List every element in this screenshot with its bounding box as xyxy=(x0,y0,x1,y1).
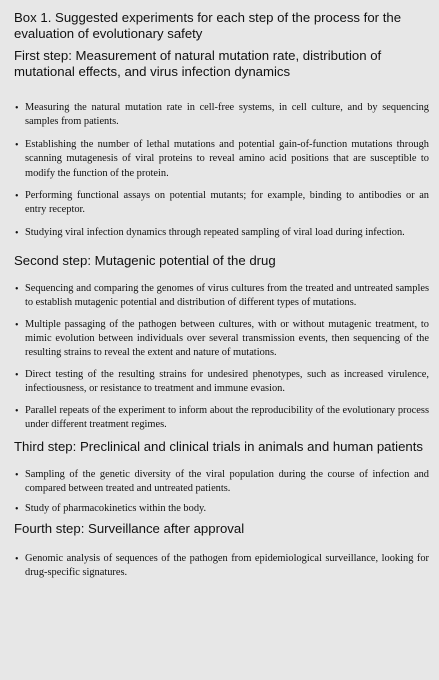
list-item: • Performing functional assays on potential mutants; for example, binding to antibodies or an entry receptor. xyxy=(14,189,431,218)
step-1-section xyxy=(14,48,431,240)
list-item: • Direct testing of the resulting strains for undesired phenotypes, such as increased virulence, infectiousness, or resistance to treatment and immune evasion. xyxy=(14,368,431,397)
list-item: • Sequencing and comparing the genomes of virus cultures from the treated and untreated samples to establish mutagenic potential and distribution of different types of mutations. xyxy=(14,282,431,311)
list-item: • Sampling of the genetic diversity of the viral population during the course of infection and compared between treated and untreated patients. xyxy=(14,468,431,497)
step-2-section xyxy=(14,253,431,432)
step-1-list xyxy=(14,101,431,240)
step-3-title: Third step: Preclinical and clinical trials in animals and human patients xyxy=(14,439,424,455)
step-2-list xyxy=(14,282,431,433)
step-3-list xyxy=(14,468,431,516)
list-item: • Parallel repeats of the experiment to inform about the reproducibility of the evolutionary process under different treatment regimes. xyxy=(14,404,431,433)
step-4-title: Fourth step: Surveillance after approval xyxy=(14,521,245,537)
list-item: • Measuring the natural mutation rate in cell-free systems, in cell culture, and by sequencing samples from patients. xyxy=(14,101,431,130)
step-3-section xyxy=(14,439,431,516)
step-4-list xyxy=(14,552,431,581)
step-1-title: First step: Measurement of natural mutation rate, distribution of mutational effects, and virus infection dynamics xyxy=(14,48,382,79)
step-4-section xyxy=(14,521,431,580)
box-title: Box 1. Suggested experiments for each step of the process for the evaluation of evolutionary safety xyxy=(14,10,402,41)
list-item: • Studying viral infection dynamics through repeated sampling of viral load during infection. xyxy=(14,226,431,240)
list-item: • Multiple passaging of the pathogen between cultures, with or without mutagenic treatment, to mimic evolution between individuals over several transmission events, then sequencing of the resulting strains to reveal the extent and nature of mutations. xyxy=(14,318,431,361)
list-item: • Establishing the number of lethal mutations and potential gain-of-function mutations through scanning mutagenesis of viral proteins to reveal amino acid positions that are susceptible to modify the function of the protein. xyxy=(14,138,431,181)
step-2-title: Second step: Mutagenic potential of the drug xyxy=(14,253,276,269)
list-item: • Genomic analysis of sequences of the pathogen from epidemiological surveillance, looking for drug-specific signatures. xyxy=(14,552,431,581)
list-item: • Study of pharmacokinetics within the body. xyxy=(14,502,431,516)
